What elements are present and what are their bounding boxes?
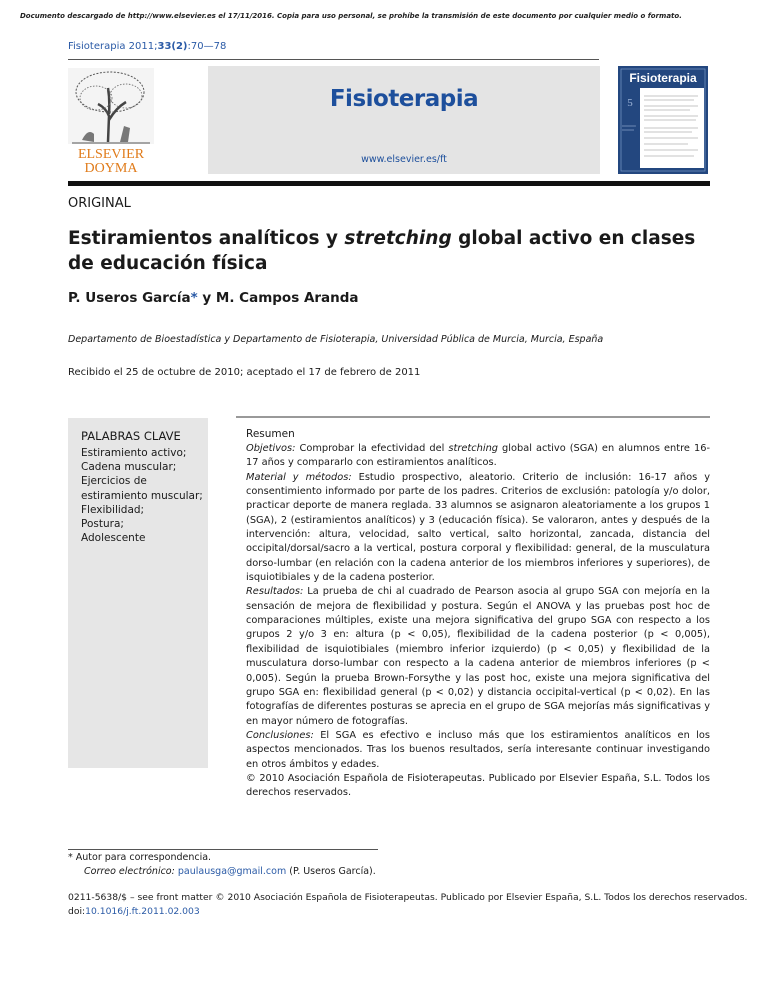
keyword-item: Cadena muscular; <box>81 461 177 474</box>
resultados-text: La prueba de chi al cuadrado de Pearson asocia al grupo SGA con mejoría en la sensación de mejora de flexibilidad y postura. Según el ANOVA y las pruebas post hoc de comparaciones múltiples, existe una mejora significativa del grupo SGA con respecto a los grupos 2 y/o 3 en: altura (p < 0,05), flexibilidad de la cadena posterior (p < 0,005), flexibilidad de isquiotibiales (miembro inferior izquierdo) (p < 0,05) y flexibilidad de la musculatura dorso-lumbar con respecto a la cadena anterior de miembros inferiores (p < 0,005). Según la prueba Brown-Forsythe y las post hoc, existe una mejora significativa del grupo SGA en: flexibilidad general (p < 0,02) y distancia occipital-vertical (p < 0,02). En las fotografías de diferentes posturas se aprecia en el grupo de SGA mejorías más significativas y en mayor número de fotografías. <box>246 586 710 727</box>
issn-line: 0211-5638/$ – see front matter © 2010 Asociación Española de Fisioterapeutas. Publicado por Elsevier España, S.L. Todos los derechos reservados. <box>68 892 748 903</box>
footnote-email <box>84 866 376 877</box>
abstract-copyright: © 2010 Asociación Española de Fisioterapeutas. Publicado por Elsevier España, S.L. Todos los derechos reservados. <box>246 772 710 799</box>
keyword-item: Flexibilidad; <box>81 503 145 516</box>
keywords-box <box>68 418 208 768</box>
conclusiones-label: Conclusiones: <box>246 729 314 741</box>
citation-pages: :70—78 <box>187 41 227 52</box>
download-notice: Documento descargado de http://www.elsevier.es el 17/11/2016. Copia para uso personal, se prohíbe la transmisión de este documento por cualquier medio o formato. <box>20 12 682 20</box>
keyword-item: Postura; <box>81 518 124 531</box>
svg-text:ELSEVIER: ELSEVIER <box>77 147 145 162</box>
keyword-item: Adolescente <box>81 532 146 545</box>
objetivos-label: Objetivos: <box>246 443 296 454</box>
abstract-body <box>246 442 710 801</box>
header-rule <box>68 59 599 60</box>
material-text: Estudio prospectivo, aleatorio. Criterio de inclusión: 16-17 años y consentimiento informado por parte de los padres. Criterios de exclusión: patología y/o dolor, practicar deporte de manera reglada. 33 alumnos se asignaron aleatoriamente a los grupos 1 (SGA), 2 (estiramientos analíticos) y 3 (educación física). Se valoraron, antes y después de la intervención: altura, velocidad, salto vertical, salto horizontal, zancada, distancia del occipital/dorsal/sacro a la vertical, postura corporal y flexibilidad: general, de la musculatura dorso-lumbar (en relación con la cadena anterior de los miembros inferiores y superiores), de isquiotibiales y de la cadena posterior. <box>246 471 710 584</box>
section-label: ORIGINAL <box>68 196 131 211</box>
material-label: Material y métodos: <box>246 471 352 483</box>
keyword-item: Estiramiento activo; <box>81 447 187 459</box>
objetivos-italic: stretching <box>448 443 498 454</box>
footnote-rule <box>68 849 378 850</box>
author-first: P. Useros García <box>68 290 191 306</box>
objetivos-text: Comprobar la efectividad del <box>295 443 449 454</box>
resultados-label: Resultados: <box>246 586 304 598</box>
journal-banner <box>208 66 600 174</box>
journal-cover-thumbnail <box>618 66 708 174</box>
header-thick-rule <box>68 181 710 186</box>
objetivos-text-2: global activo (SGA) en alumnos entre 16-17 años y compararlo con estiramientos analíticos. <box>246 443 710 469</box>
received-dates: Recibido el 25 de octubre de 2010; aceptado el 17 de febrero de 2011 <box>68 367 421 378</box>
doi-label: doi: <box>68 906 86 917</box>
elsevier-logo <box>68 68 154 174</box>
article-title <box>68 226 708 276</box>
svg-text:Fisioterapia: Fisioterapia <box>629 71 697 85</box>
banner-title: Fisioterapia <box>329 86 479 112</box>
doi-link[interactable]: 10.1016/j.ft.2011.02.003 <box>85 906 200 917</box>
keywords-heading: PALABRAS CLAVE <box>81 429 181 443</box>
abstract-heading: Resumen <box>246 428 295 440</box>
keyword-item: Ejercicios de estiramiento muscular; <box>81 475 203 502</box>
citation-journal: Fisioterapia 2011; <box>68 41 158 52</box>
title-italic: stretching <box>344 228 452 249</box>
elsevier-tree-icon <box>68 68 154 174</box>
abstract-resultados <box>246 585 710 728</box>
journal-citation[interactable] <box>68 41 226 52</box>
title-part2: global activo en clases de educación física <box>68 228 696 274</box>
abstract-rule <box>236 416 710 418</box>
citation-volume: 33(2) <box>157 41 188 52</box>
abstract-material <box>246 471 710 586</box>
email-owner: (P. Useros García). <box>286 866 376 877</box>
email-label: Correo electrónico: <box>84 866 175 877</box>
doi-line <box>68 906 200 917</box>
affiliation: Departamento de Bioestadística y Departamento de Fisioterapia, Universidad Pública de Murcia, Murcia, España <box>68 334 604 345</box>
journal-url-link[interactable]: www.elsevier.es/ft <box>361 154 447 165</box>
authors <box>68 290 359 306</box>
keywords-list <box>81 446 206 545</box>
abstract-objetivos <box>246 442 710 471</box>
email-link[interactable]: paulausga@gmail.com <box>177 866 287 877</box>
conclusiones-text: El SGA es efectivo e incluso más que los estiramientos analíticos en los aspectos mencionados. Tras los buenos resultados, sería interesante continuar investigando en otros ámbitos y edades. <box>246 729 710 770</box>
svg-text:5: 5 <box>627 97 633 109</box>
corresponding-author-link[interactable]: * <box>190 290 198 306</box>
svg-text:DOYMA: DOYMA <box>84 161 138 174</box>
abstract-conclusiones <box>246 729 710 772</box>
title-part1: Estiramientos analíticos y <box>68 228 345 249</box>
author-rest: y M. Campos Aranda <box>197 290 359 306</box>
footnote-correspondence: * Autor para correspondencia. <box>68 852 212 863</box>
